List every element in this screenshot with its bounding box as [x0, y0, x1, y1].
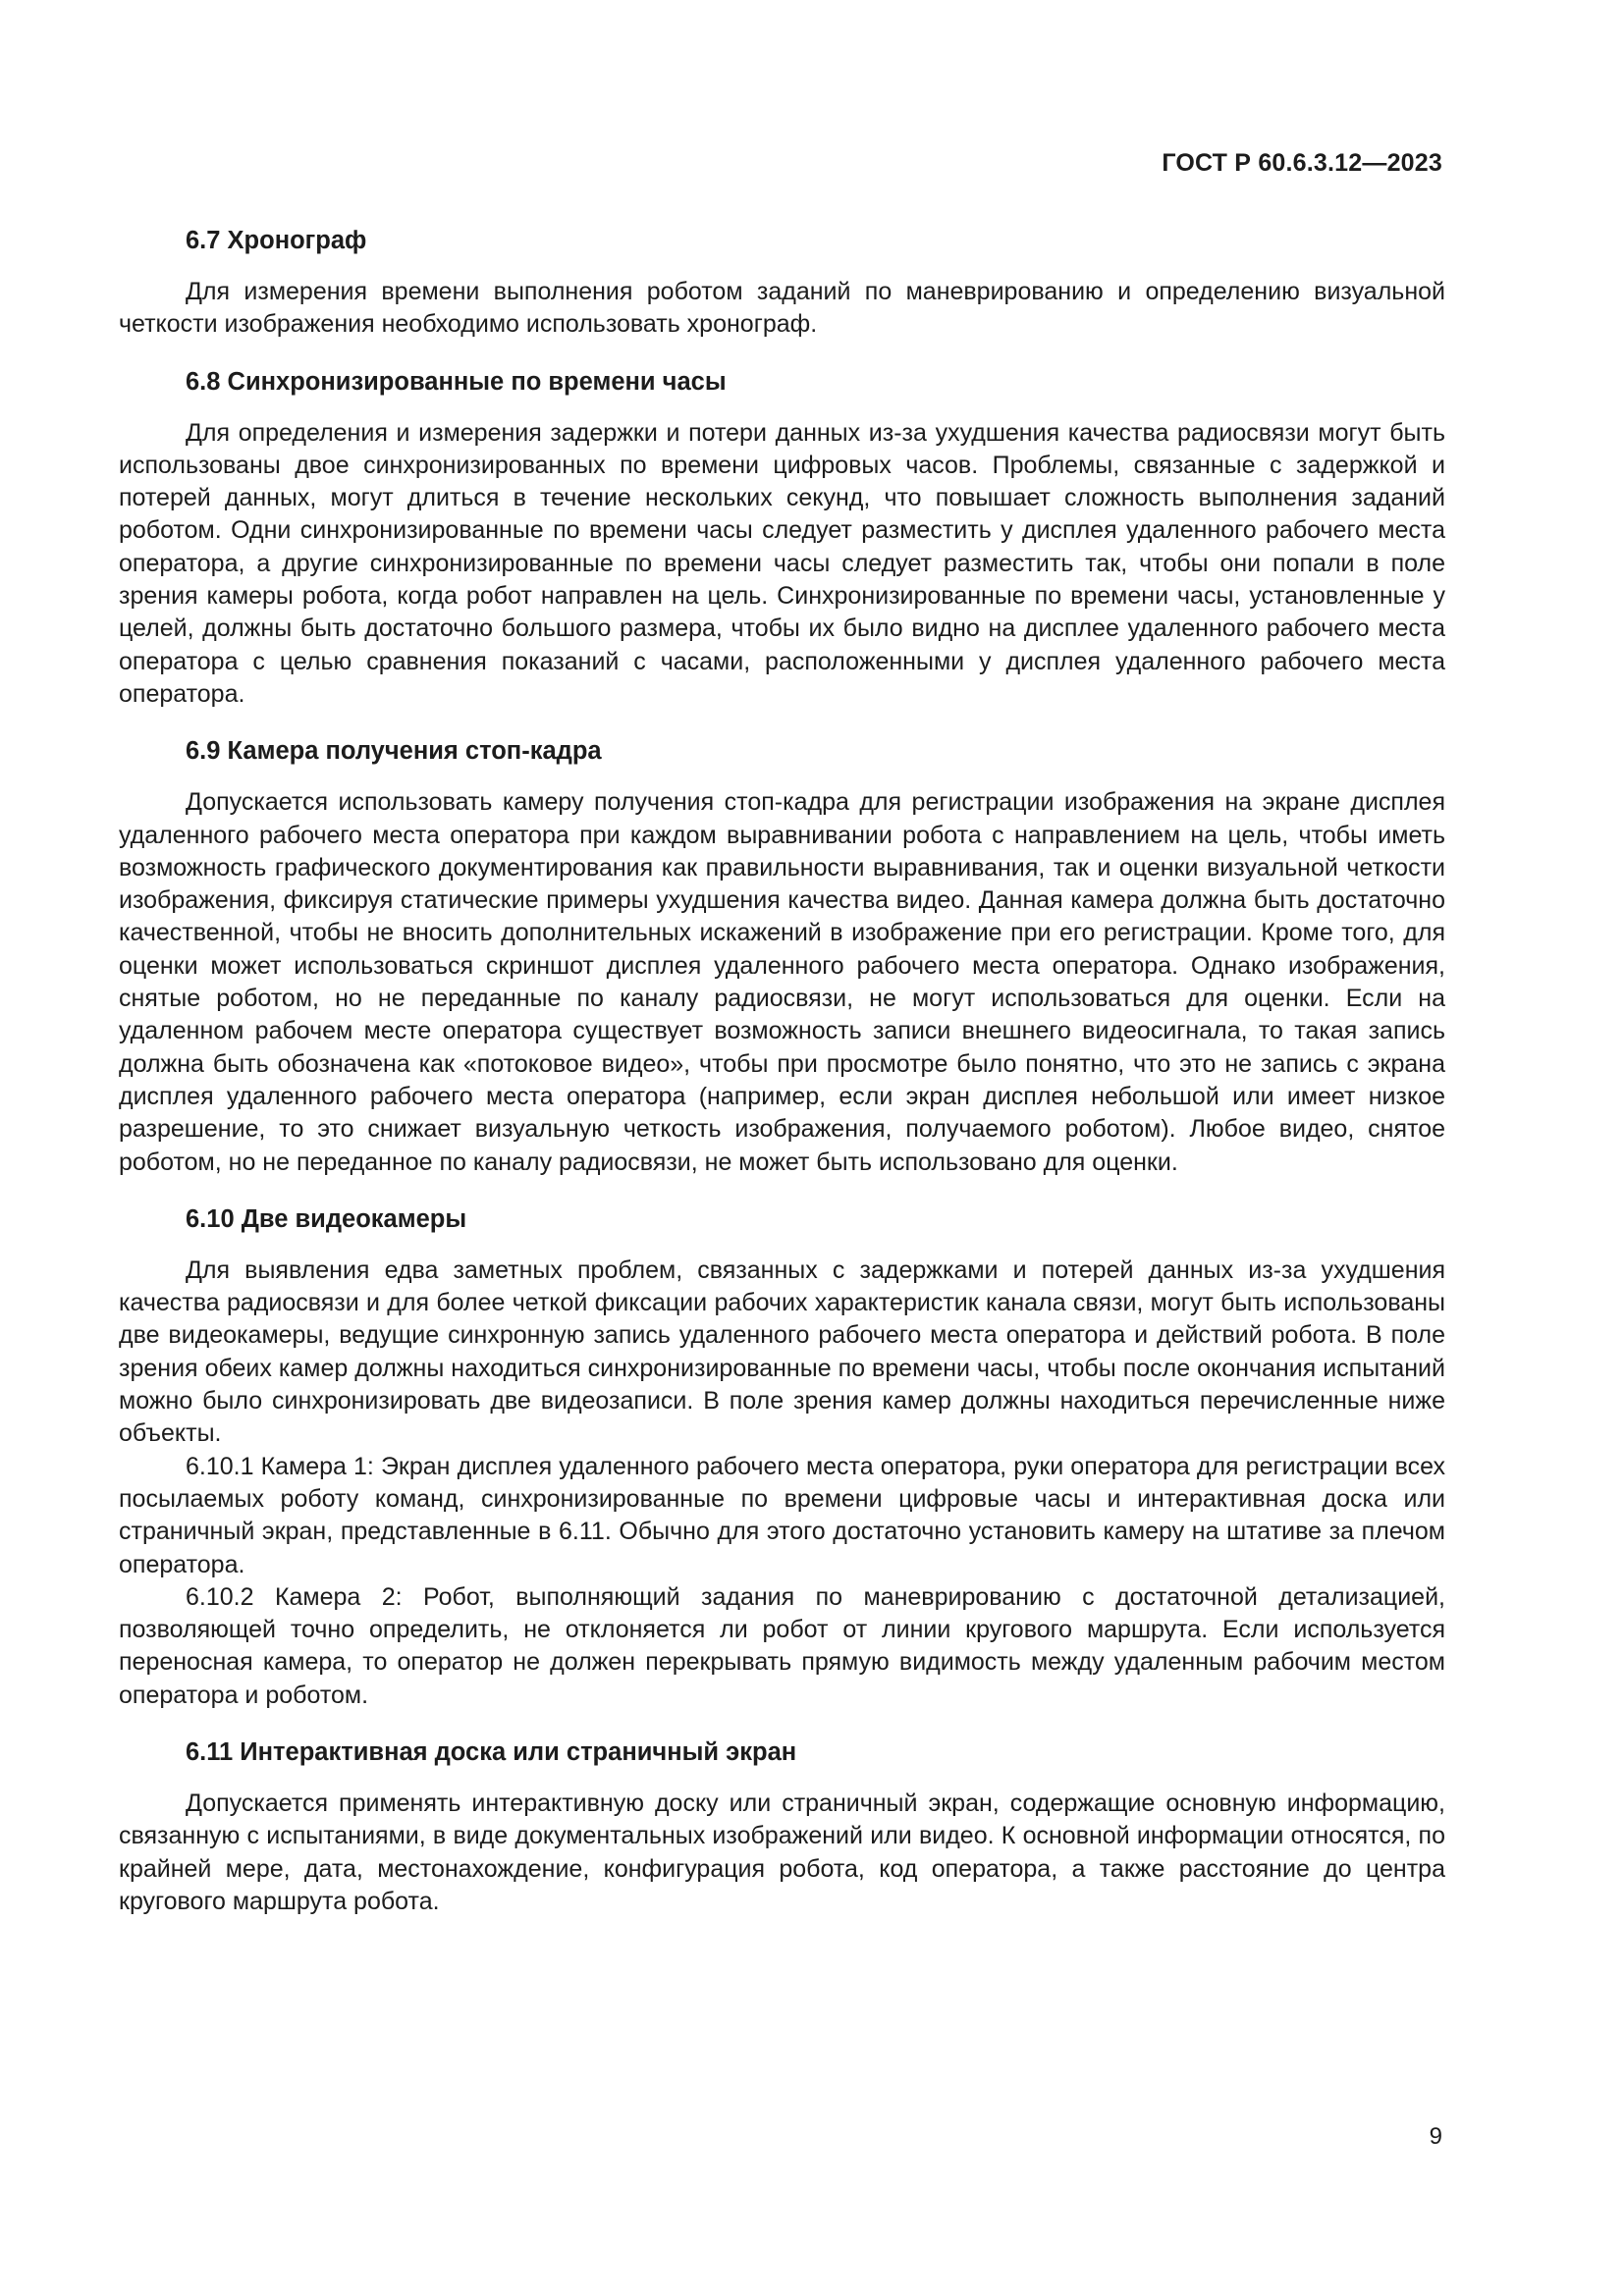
page-number: 9 — [1429, 2123, 1442, 2150]
paragraph-6-11: Допускается применять интерактивную доску или страничный экран, содержащие основную информацию, связанную с испытаниями, в виде документальных изображений или видео. К основной информации относятся, по крайней мере, дата, местонахождение, конфигурация робота, код оператора, а также расстояние до центра кругового маршрута робота. — [119, 1789, 1445, 1915]
section-heading-6-8: 6.8 Синхронизированные по времени часы — [186, 367, 727, 396]
section-heading-6-9: 6.9 Камера получения стоп-кадра — [186, 737, 602, 766]
paragraph-6-7: Для измерения времени выполнения роботом заданий по маневрированию и определению визуальной четкости изображения необходимо использовать хронограф. — [119, 278, 1445, 339]
paragraph-6-10-2: 6.10.2 Камера 2: Робот, выполняющий задания по маневрированию с достаточной детализацией, позволяющей точно определить, не отклоняется ли робот от линии кругового маршрута. Если используется переносная камера, то оператор не должен перекрывать прямую видимость между удаленным рабочим местом оператора и роботом. — [119, 1582, 1445, 1709]
document-code-header: ГОСТ Р 60.6.3.12—2023 — [1162, 149, 1442, 177]
document-body — [119, 224, 1445, 1918]
section-heading-6-10: 6.10 Две видеокамеры — [186, 1204, 467, 1233]
section-heading-6-11: 6.11 Интерактивная доска или страничный экран — [186, 1737, 797, 1766]
paragraph-6-10: Для выявления едва заметных проблем, связанных с задержками и потерей данных из-за ухудшения качества радиосвязи и для более четкой фиксации рабочих характеристик канала связи, могут быть использованы две видеокамеры, ведущие синхронную запись удаленного рабочего места оператора и действий робота. В поле зрения обеих камер должны находиться синхронизированные по времени часы, чтобы после окончания испытаний можно было синхронизировать две видеозаписи. В поле зрения камер должны находиться перечисленные ниже объекты. — [119, 1255, 1445, 1448]
paragraph-6-9: Допускается использовать камеру получения стоп-кадра для регистрации изображения на экране дисплея удаленного рабочего места оператора при каждом выравнивании робота с направлением на цель, чтобы иметь возможность графического документирования как правильности выравнивания, так и оценки визуальной четкости изображения, фиксируя статические примеры ухудшения качества видео. Данная камера должна быть достаточно качественной, чтобы не вносить дополнительных искажений в изображение при его регистрации. Кроме того, для оценки может использоваться скриншот дисплея удаленного рабочего места оператора. Однако изображения, снятые роботом, но не переданные по каналу радиосвязи, не могут использоваться для оценки. Если на удаленном рабочем месте оператора существует возможность записи внешнего видеосигнала, то такая запись должна быть обозначена как «потоковое видео», чтобы при просмотре было понятно, что это не запись с экрана дисплея удаленного рабочего места оператора (например, если экран дисплея небольшой или имеет низкое разрешение, то это снижает визуальную четкость изображения, получаемого роботом). Любое видео, снятое роботом, но не переданное по каналу радиосвязи, не может быть использовано для оценки. — [119, 788, 1445, 1176]
section-heading-6-7: 6.7 Хронограф — [186, 227, 367, 254]
paragraph-6-10-1: 6.10.1 Камера 1: Экран дисплея удаленного рабочего места оператора, руки оператора для регистрации всех посылаемых роботу команд, синхронизированные по времени цифровые часы и интерактивная доска или страничный экран, представленные в 6.11. Обычно для этого достаточно установить камеру на штативе за плечом оператора. — [119, 1452, 1445, 1578]
paragraph-6-8: Для определения и измерения задержки и потери данных из-за ухудшения качества радиосвязи могут быть использованы двое синхронизированных по времени цифровых часов. Проблемы, связанные с задержкой и потерей данных, могут длиться в течение нескольких секунд, что повышает сложность выполнения заданий роботом. Одни синхронизированные по времени часы следует разместить у дисплея удаленного рабочего места оператора, а другие синхронизированные по времени часы следует разместить так, чтобы они попали в поле зрения камеры робота, когда робот направлен на цель. Синхронизированные по времени часы, установленные у целей, должны быть достаточно большого размера, чтобы их было видно на дисплее удаленного рабочего места оператора с целью сравнения показаний с часами, расположенными у дисплея удаленного рабочего места оператора. — [119, 418, 1445, 708]
